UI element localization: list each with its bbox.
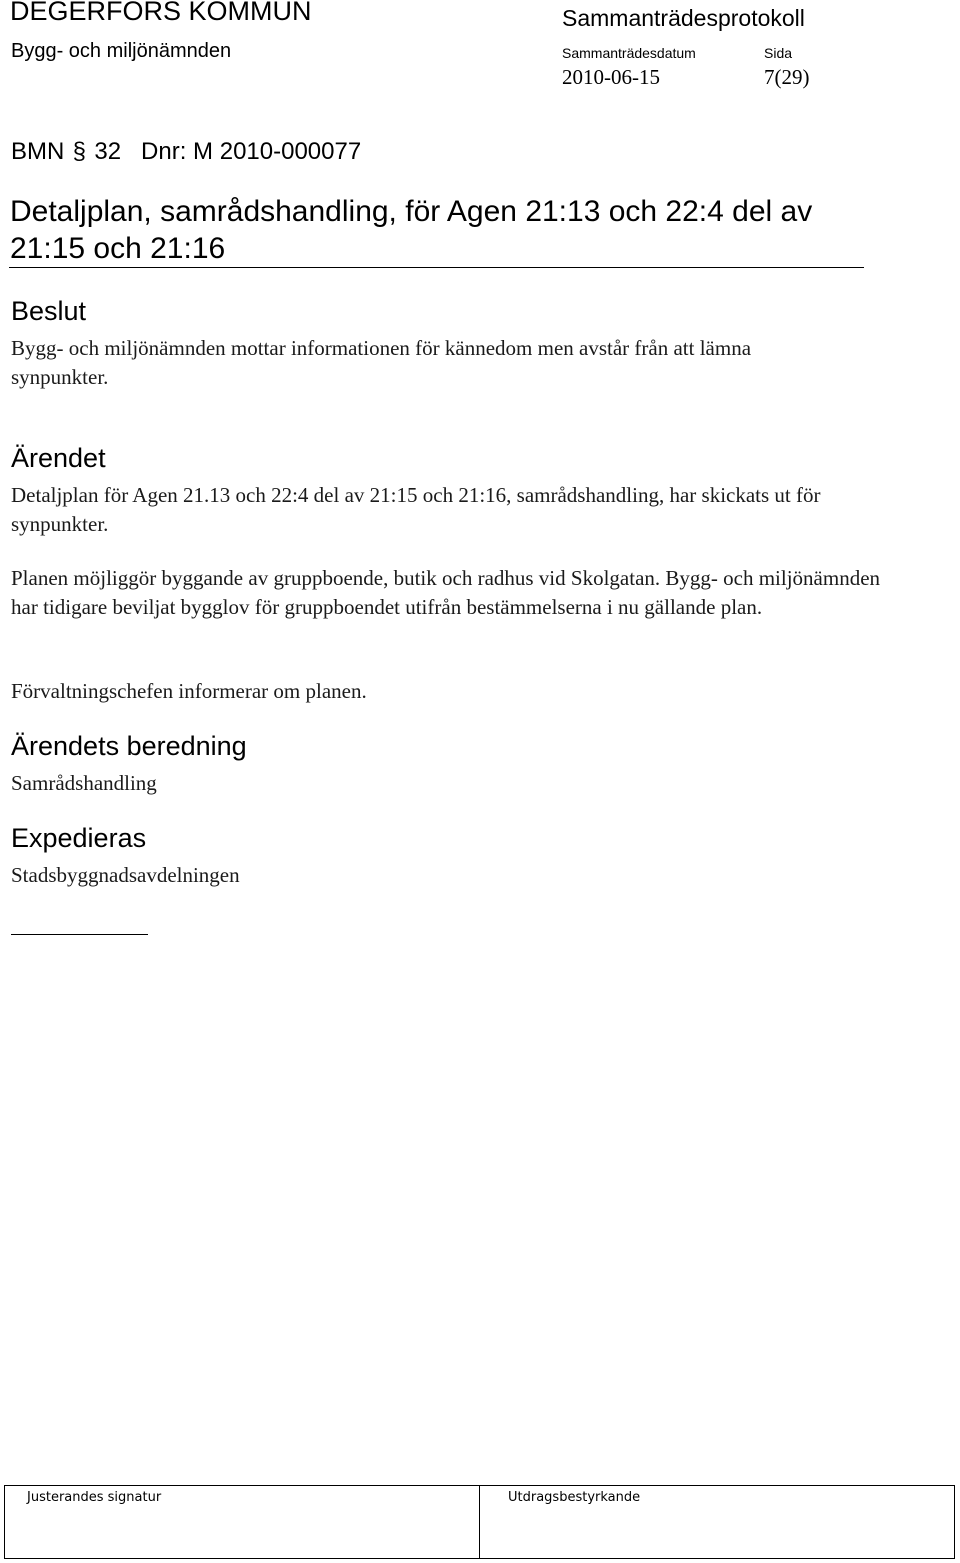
expedieras-text: Stadsbyggnadsavdelningen	[11, 863, 240, 887]
diary-number: Dnr: M 2010-000077	[141, 138, 362, 165]
heading-expedieras: Expedieras	[11, 823, 147, 853]
arendet-paragraph-3: Förvaltningschefen informerar om planen.	[11, 679, 367, 703]
page-number: 7(29)	[764, 65, 810, 89]
signature-label: Justerandes signatur	[27, 1490, 162, 1505]
beredning-text: Samrådshandling	[11, 771, 157, 795]
case-prefix: BMN	[11, 138, 65, 165]
heading-arendet: Ärendet	[11, 443, 106, 473]
certification-label: Utdragsbestyrkande	[508, 1490, 641, 1505]
heading-beredning: Ärendets beredning	[11, 731, 247, 761]
committee-name: Bygg- och miljönämnden	[11, 40, 232, 62]
page-title: Detaljplan, samrådshandling, för Agen 21:13 och 22:4 del av 21:15 och 21:16	[10, 195, 813, 265]
case-reference	[11, 137, 361, 166]
arendet-paragraph-1: Detaljplan för Agen 21.13 och 22:4 del av 21:15 och 21:16, samrådshandling, har skickats ut för synpunkter.	[11, 483, 821, 536]
meeting-date-label: Sammanträdesdatum	[562, 45, 696, 61]
case-number: 32	[94, 138, 122, 165]
arendet-paragraph-2: Planen möjliggör byggande av gruppboende, butik och radhus vid Skolgatan. Bygg- och miljönämnden har tidigare beviljat bygglov för gruppboendet utifrån bestämmelserna i nu gällande plan.	[11, 566, 881, 619]
section-symbol: §	[72, 138, 87, 165]
page-label: Sida	[764, 45, 793, 61]
signature-box-divider	[479, 1486, 480, 1558]
document-type: Sammanträdesprotokoll	[562, 5, 805, 31]
heading-beslut: Beslut	[11, 296, 87, 326]
title-underline	[9, 267, 864, 268]
beslut-text: Bygg- och miljönämnden mottar informationen för kännedom men avstår från att lämna synpunkter.	[11, 336, 752, 389]
end-rule	[11, 934, 148, 935]
meeting-date: 2010-06-15	[562, 65, 660, 89]
organization-name: DEGERFORS KOMMUN	[10, 0, 312, 26]
signature-box	[4, 1485, 955, 1559]
